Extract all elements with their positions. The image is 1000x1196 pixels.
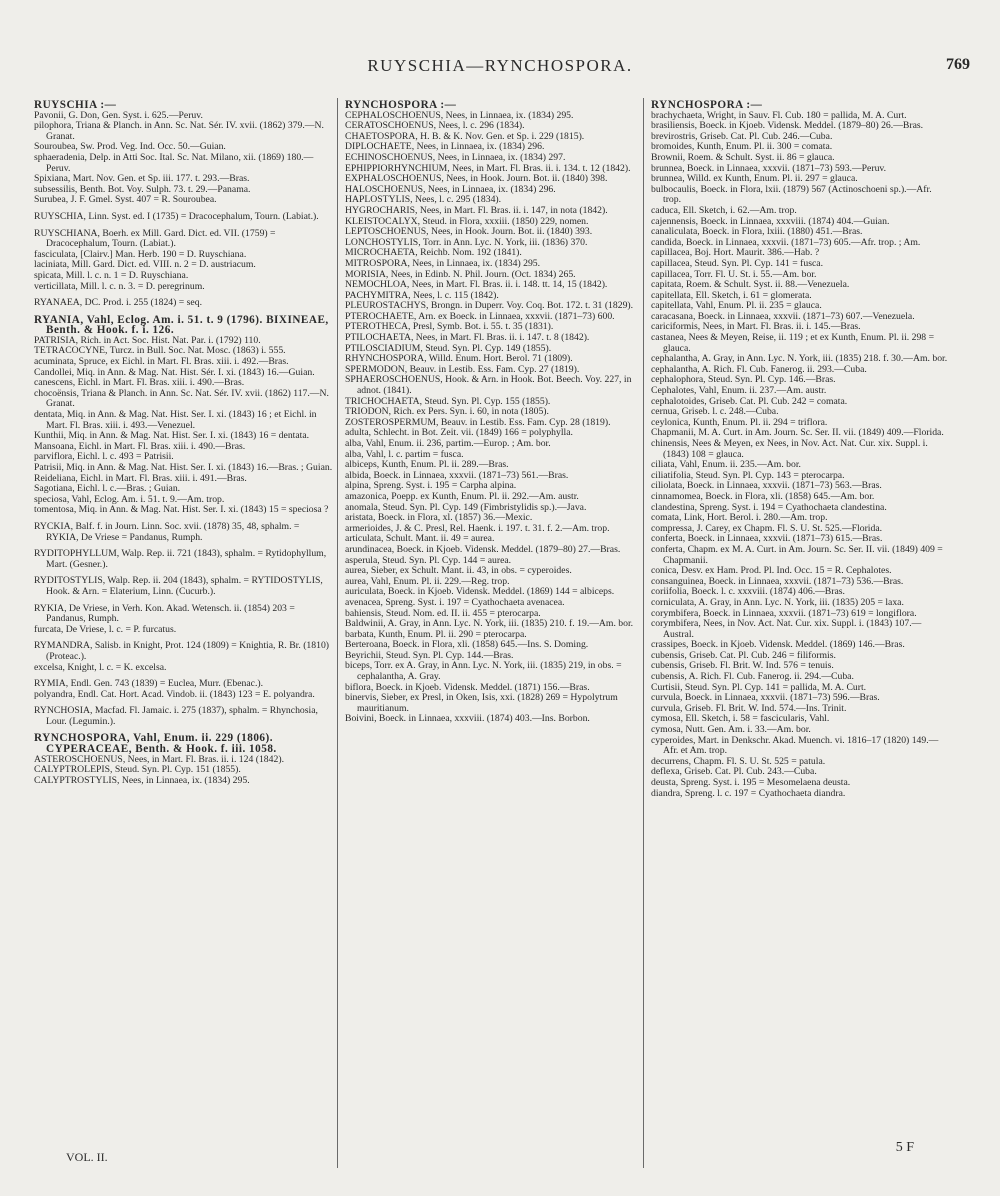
entry-line: capillacea, Steud. Syn. Pl. Cyp. 141 = fusca. [651, 257, 824, 269]
entry-line: diandra, Spreng. l. c. 197 = Cyathochaeta diandra. [651, 787, 846, 799]
entry-line: compressa, J. Carey, ex Chapm. Fl. S. U. St. 525.—Florida. [651, 522, 883, 534]
entry-line: cyperoides, Mart. in Denkschr. Akad. Muench. vi. 1816–17 (1820) 149.—Afr. et Am. trop. [651, 734, 939, 757]
entry-line: caracasana, Boeck. in Linnaea, xxxvii. (1871–73) 607.—Venezuela. [651, 310, 915, 322]
entry-line: PTEROCHAETE, Arn. ex Boeck. in Linnaea, xxxvii. (1871–73) 600. [345, 310, 615, 322]
entry-line: deusta, Spreng. Syst. i. 195 = Mesomelaena deusta. [651, 777, 851, 788]
entry-line: RYANAEA, DC. Prod. i. 255 (1824) = seq. [34, 297, 202, 309]
entry-line: excelsa, Knight, l. c. = K. excelsa. [34, 661, 167, 673]
entry-line: chocoënsis, Triana & Planch. in Ann. Sc. Nat. Sér. IV. xvii. (1862) 117.—N. Granat. [34, 387, 329, 410]
entry-line: chinensis, Nees & Meyen, ex Nees, in Nov. Act. Nat. Cur. xix. Suppl. i. (1843) 108 = glauca. [651, 438, 928, 460]
entry-line: corymbifera, Nees, in Nov. Act. Nat. Cur. xix. Suppl. i. (1843) 107.—Austral. [651, 618, 922, 640]
entry-line: tomentosa, Miq. in Ann. & Mag. Nat. Hist. Ser. I. xi. (1843) 15 = speciosa ? [34, 504, 329, 516]
entry-line: ciliolata, Boeck. in Linnaea, xxxvii. (1871–73) 563.—Bras. [651, 480, 882, 492]
entry-line: cephalophora, Steud. Syn. Pl. Cyp. 146.—Bras. [651, 374, 836, 386]
entry-line: candida, Boeck. in Linnaea, xxxvii. (1871–73) 605.—Afr. trop. ; Am. [651, 236, 921, 248]
entry-line: capillacea, Boj. Hort. Maurit. 386.—Hab. ? [651, 247, 820, 259]
entry-line: capitata, Roem. & Schult. Syst. ii. 88.—Venezuela. [651, 279, 850, 291]
entry-line: HYGROCHARIS, Nees, in Mart. Fl. Bras. ii. i. 147, in nota (1842). [345, 204, 608, 216]
entry-line: Boivini, Boeck. in Linnaea, xxxviii. (1874) 403.—Ins. Borbon. [345, 713, 590, 725]
entry-line: RYCKIA, Balf. f. in Journ. Linn. Soc. xvii. (1878) 35, 48, sphalm. = RYKIA, De Vriese = Pandanus, Rumph. [34, 520, 300, 543]
entry-line: PTILOCHAETA, Nees, in Mart. Fl. Bras. ii. i. 147. t. 8 (1842). [345, 332, 590, 344]
entry-line: conica, Desv. ex Ham. Prod. Pl. Ind. Occ. 15 = R. Cephalotes. [651, 565, 892, 577]
entry-line: corniculata, A. Gray, in Ann. Lyc. N. York, iii. (1835) 205 = laxa. [651, 596, 904, 608]
entry-line: Pavonii, G. Don, Gen. Syst. i. 625.—Peruv. [34, 109, 203, 121]
entry-line: cajennensis, Boeck. in Linnaea, xxxviii. (1874) 404.—Guian. [651, 215, 890, 227]
entry-line: biflora, Boeck. in Kjoeb. Vidensk. Meddel. (1871) 156.—Bras. [345, 681, 590, 693]
entry-line: castanea, Nees & Meyen, Reise, ii. 119 ; et ex Kunth, Enum. Pl. ii. 298 = glauca. [651, 332, 935, 354]
entry-line: caduca, Ell. Sketch, i. 62.—Am. trop. [651, 204, 797, 216]
entry-line: fasciculata, [Clairv.] Man. Herb. 190 = D. Ruyschiana. [34, 248, 247, 260]
entry-line: DIPLOCHAETE, Nees, in Linnaea, ix. (1834) 296. [345, 141, 545, 153]
entry-line: brachychaeta, Wright, in Sauv. Fl. Cub. 180 = pallida, M. A. Curt. [651, 109, 907, 121]
entry-line: Brownii, Roem. & Schult. Syst. ii. 86 = glauca. [651, 151, 835, 163]
entry-line: TETRACOCYNE, Turcz. in Bull. Soc. Nat. Mosc. (1863) i. 555. [34, 345, 286, 357]
entry-line: cymosa, Ell. Sketch, i. 58 = fascicularis, Vahl. [651, 713, 830, 725]
entry-line: NEMOCHLOA, Nees, in Mart. Fl. Bras. ii. i. 148. tt. 14, 15 (1842). [345, 279, 608, 291]
entry-line: capitellata, Vahl, Enum. Pl. ii. 235 = glauca. [651, 300, 822, 312]
entry-line: cephalantha, A. Rich. Fl. Cub. Fanerog. ii. 293.—Cuba. [651, 363, 867, 375]
entry-line: pilophora, Triana & Planch. in Ann. Sc. Nat. Sér. IV. xvii. (1862) 379.—N. Granat. [34, 120, 324, 142]
entry-line: conferta, Chapm. ex M. A. Curt. in Am. Journ. Sc. Ser. II. vii. (1849) 409 = Chapmanii. [651, 543, 943, 566]
entry-line: Baldwinii, A. Gray, in Ann. Lyc. N. York, iii. (1835) 210. f. 19.—Am. bor. [345, 618, 634, 630]
entry-line: amazonica, Poepp. ex Kunth, Enum. Pl. ii. 292.—Am. austr. [345, 490, 579, 502]
entry-line: TRIODON, Rich. ex Pers. Syn. i. 60, in nota (1805). [345, 406, 549, 418]
entry-heading: RYNCHOSPORA, Vahl, Enum. ii. 229 (1806). CYPERACEAE, Benth. & Hook. f. iii. 1058. [34, 732, 277, 756]
entry-line: capillacea, Torr. Fl. U. St. i. 55.—Am. bor. [651, 268, 817, 280]
column-divider [643, 98, 644, 1168]
entry-line: RYMIA, Endl. Gen. 743 (1839) = Euclea, Murr. (Ebenac.). [34, 678, 264, 690]
entry-line: albiceps, Kunth, Enum. Pl. ii. 289.—Bras. [345, 459, 509, 471]
entry-line: clandestina, Spreng. Syst. i. 194 = Cyathochaeta clandestina. [651, 501, 887, 513]
entry-line: SPHAEROSCHOENUS, Hook. & Arn. in Hook. Bot. Beech. Voy. 227, in adnot. (1841). [345, 374, 632, 397]
entry-line: cinnamomea, Boeck. in Flora, xli. (1858) 645.—Am. bor. [651, 490, 875, 502]
entry-line: cephalotoides, Griseb. Cat. Pl. Cub. 242 = comata. [651, 395, 848, 407]
column-2 [345, 100, 645, 1170]
entry-line: arundinacea, Boeck. in Kjoeb. Vidensk. Meddel. (1879–80) 27.—Bras. [345, 543, 621, 555]
entry-heading: RYNCHOSPORA :— [345, 100, 457, 111]
entry-line: Chapmanii, M. A. Curt. in Am. Journ. Sc. Ser. II. vii. (1849) 409.—Florida. [651, 427, 944, 439]
entry-line: avenacea, Spreng. Syst. i. 197 = Cyathochaeta avenacea. [345, 596, 565, 608]
entry-line: armerioides, J. & C. Presl, Rel. Haenk. i. 197. t. 31. f. 2.—Am. trop. [345, 522, 610, 534]
entry-line: alba, Vahl, l. c. partim = fusca. [345, 448, 464, 460]
entry-line: CHAETOSPORA, H. B. & K. Nov. Gen. et Sp. i. 229 (1815). [345, 130, 585, 142]
entry-line: RUYSCHIANA, Boerh. ex Mill. Gard. Dict. ed. VII. (1759) = Dracocephalum, Tourn. (Labiat.). [34, 227, 276, 250]
column-3 [651, 100, 951, 1170]
entry-line: acuminata, Spruce, ex Eichl. in Mart. Fl. Bras. xiii. i. 492.—Bras. [34, 356, 289, 368]
entry-line: biceps, Torr. ex A. Gray, in Ann. Lyc. N. York, iii. (1835) 219, in obs. = cephalantha, A. Gray. [345, 660, 622, 683]
entry-line: Sagotiana, Eichl. l. c.—Bras. ; Guian. [34, 483, 181, 495]
entry-line: Kunthii, Miq. in Ann. & Mag. Nat. Hist. Ser. I. xi. (1843) 16 = dentata. [34, 430, 310, 442]
entry-line: laciniata, Mill. Gard. Dict. ed. VIII. n. 2 = D. austriacum. [34, 259, 256, 271]
entry-line: alpina, Spreng. Syst. i. 195 = Carpha alpina. [345, 480, 517, 492]
entry-line: Curtisii, Steud. Syn. Pl. Cyp. 141 = pallida, M. A. Curt. [651, 681, 867, 693]
entry-line: MORISIA, Nees, in Edinb. N. Phil. Journ. (Oct. 1834) 265. [345, 268, 576, 280]
entry-line: RYDITOPHYLLUM, Walp. Rep. ii. 721 (1843), sphalm. = Rytidophyllum, Mart. (Gesner.). [34, 548, 327, 570]
entry-line: TRICHOCHAETA, Steud. Syn. Pl. Cyp. 155 (1855). [345, 395, 551, 407]
entry-line: albida, Boeck. in Linnaea, xxxvii. (1871–73) 561.—Bras. [345, 469, 569, 481]
entry-line: subsessilis, Benth. Bot. Voy. Sulph. 73. t. 29.—Panama. [34, 183, 251, 195]
entry-line: CERATOSCHOENUS, Nees, l. c. 296 (1834). [345, 120, 525, 132]
entry-line: brunnea, Boeck. in Linnaea, xxxvii. (1871–73) 593.—Peruv. [651, 162, 887, 174]
entry-line: decurrens, Chapm. Fl. S. U. St. 525 = patula. [651, 755, 826, 767]
entry-line: HALOSCHOENUS, Nees, in Linnaea, ix. (1834) 296. [345, 183, 556, 195]
entry-line: PTEROTHECA, Presl, Symb. Bot. i. 55. t. 35 (1831). [345, 321, 554, 333]
entry-line: aristata, Boeck. in Flora, xl. (1857) 36.—Mexic. [345, 512, 533, 524]
entry-line: verticillata, Mill. l. c. n. 3. = D. peregrinum. [34, 280, 205, 292]
entry-line: Souroubea, Sw. Prod. Veg. Ind. Occ. 50.—Guian. [34, 141, 226, 153]
entry-line: canaliculata, Boeck. in Flora, lxiii. (1880) 451.—Bras. [651, 226, 863, 238]
entry-line: conferta, Boeck. in Linnaea, xxxvii. (1871–73) 615.—Bras. [651, 533, 883, 545]
entry-line: comata, Link, Hort. Berol. i. 280.—Am. trop. [651, 512, 828, 524]
entry-line: adulta, Schlecht. in Bot. Zeit. vii. (1849) 166 = polyphylla. [345, 427, 573, 439]
entry-line: PLEUROSTACHYS, Brongn. in Duperr. Voy. Coq. Bot. 172. t. 31 (1829). [345, 300, 634, 312]
entry-line: articulata, Schult. Mant. ii. 49 = aurea. [345, 533, 495, 545]
entry-line: Cephalotes, Vahl, Enum. ii. 237.—Am. austr. [651, 385, 827, 397]
entry-line: corymbifera, Boeck. in Linnaea, xxxvii. (1871–73) 619 = longiflora. [651, 607, 917, 619]
entry-line: canescens, Eichl. in Mart. Fl. Bras. xiii. i. 490.—Bras. [34, 377, 245, 389]
entry-line: Reideliana, Eichl. in Mart. Fl. Bras. xiii. i. 491.—Bras. [34, 472, 247, 484]
entry-heading: RYANIA, Vahl, Eclog. Am. i. 51. t. 9 (1796). BIXINEAE, Benth. & Hook. f. i. 126. [34, 313, 329, 337]
entry-line: ceylonica, Kunth, Enum. Pl. ii. 294 = triflora. [651, 416, 828, 428]
page-number: 769 [946, 56, 970, 73]
entry-line: RHYNCHOSPORA, Willd. Enum. Hort. Berol. 71 (1809). [345, 353, 573, 365]
entry-line: MICROCHAETA, Reichb. Nom. 192 (1841). [345, 247, 522, 259]
entry-line: bahiensis, Steud. Nom. ed. II. ii. 455 = pterocarpa. [345, 607, 541, 619]
entry-line: cariciformis, Nees, in Mart. Fl. Bras. ii. i. 145.—Bras. [651, 321, 861, 333]
entry-line: RYKIA, De Vriese, in Verh. Kon. Akad. Wetensch. ii. (1854) 203 = Pandanus, Rumph. [34, 602, 295, 625]
entry-line: RYDITOSTYLIS, Walp. Rep. ii. 204 (1843), sphalm. = RYTIDOSTYLIS, Hook. & Arn. = Elaterium, Linn. (Cucurb.). [34, 575, 323, 597]
entry-line: HAPLOSTYLIS, Nees, l. c. 295 (1834). [345, 194, 502, 206]
entry-line: ECHINOSCHOENUS, Nees, in Linnaea, ix. (1834) 297. [345, 151, 566, 163]
entry-line: EXPHALOSCHOENUS, Nees, in Hook. Journ. Bot. ii. (1840) 398. [345, 173, 608, 185]
entry-line: Berteroana, Boeck. in Flora, xli. (1858) 645.—Ins. S. Doming. [345, 639, 589, 651]
entry-line: cephalantha, A. Gray, in Ann. Lyc. N. York, iii. (1835) 218. f. 30.—Am. bor. [651, 353, 948, 365]
entry-line: speciosa, Vahl, Eclog. Am. i. 51. t. 9.—Am. trop. [34, 493, 225, 505]
entry-line: brunnea, Willd. ex Kunth, Enum. Pl. ii. 297 = glauca. [651, 173, 858, 185]
entry-line: Spixiana, Mart. Nov. Gen. et Sp. iii. 177. t. 293.—Bras. [34, 173, 250, 185]
entry-line: LONCHOSTYLIS, Torr. in Ann. Lyc. N. York, iii. (1836) 370. [345, 236, 588, 248]
entry-line: PATRISIA, Rich. in Act. Soc. Hist. Nat. Par. i. (1792) 110. [34, 334, 261, 346]
entry-line: consanguinea, Boeck. in Linnaea, xxxvii. (1871–73) 536.—Bras. [651, 575, 904, 587]
entry-line: Beyrichii, Steud. Syn. Pl. Cyp. 144.—Bras. [345, 649, 514, 661]
entry-line: deflexa, Griseb. Cat. Pl. Cub. 243.—Cuba. [651, 766, 817, 778]
entry-line: aurea, Sieber, ex Schult. Mant. ii. 43, in obs. = cyperoides. [345, 565, 572, 577]
entry-line: alba, Vahl, Enum. ii. 236, partim.—Europ. ; Am. bor. [345, 438, 551, 449]
entry-line: cubensis, Griseb. Cat. Pl. Cub. 246 = filiformis. [651, 649, 836, 661]
entry-line: ciliata, Vahl, Enum. ii. 235.—Am. bor. [651, 459, 801, 471]
entry-line: parviflora, Eichl. l. c. 493 = Patrisii. [34, 451, 174, 463]
entry-line: RYMANDRA, Salisb. in Knight, Prot. 124 (1809) = Knightia, R. Br. (1810) (Proteac.). [34, 640, 330, 662]
entry-line: curvula, Griseb. Fl. Brit. W. Ind. 574.—Ins. Trinit. [651, 702, 847, 714]
entry-line: polyandra, Endl. Cat. Hort. Acad. Vindob. ii. (1843) 123 = E. polyandra. [34, 688, 315, 700]
entry-line: anomala, Steud. Syn. Pl. Cyp. 149 (Fimbristylidis sp.).—Java. [345, 501, 587, 513]
entry-line: asperula, Steud. Syn. Pl. Cyp. 144 = aurea. [345, 554, 512, 566]
entry-line: PACHYMITRA, Nees, l. c. 115 (1842). [345, 289, 499, 301]
entry-heading: RYNCHOSPORA :— [651, 100, 763, 111]
entry-line: EPHIPPIORHYNCHIUM, Nees, in Mart. Fl. Bras. ii. i. 134. t. 12 (1842). [345, 162, 631, 174]
entry-line: capitellata, Ell. Sketch, i. 61 = glomerata. [651, 289, 812, 301]
entry-line: brasiliensis, Boeck. in Kjoeb. Vidensk. Meddel. (1879–80) 26.—Bras. [651, 120, 924, 132]
entry-line: Mansoana, Eichl. in Mart. Fl. Bras. xiii. i. 490.—Bras. [34, 440, 246, 452]
entry-line: ciliatifolia, Steud. Syn. Pl. Cyp. 143 = pterocarpa. [651, 469, 845, 481]
entry-line: LEPTOSCHOENUS, Nees, in Hook. Journ. Bot. ii. (1840) 393. [345, 226, 593, 238]
entry-line: CALYPTROLEPIS, Steud. Syn. Pl. Cyp. 151 (1855). [34, 764, 241, 776]
entry-line: cymosa, Nutt. Gen. Am. i. 33.—Am. bor. [651, 724, 811, 736]
entry-line: bulbocaulis, Boeck. in Flora, lxii. (1879) 567 (Actinoschoeni sp.).—Afr. trop. [651, 183, 932, 206]
entry-line: MITROSPORA, Nees, in Linnaea, ix. (1834) 295. [345, 257, 541, 269]
entry-line: Candollei, Miq. in Ann. & Mag. Nat. Hist. Sér. I. xi. (1843) 16.—Guian. [34, 366, 315, 378]
volume-label: VOL. II. [66, 1150, 108, 1164]
entry-line: coriifolia, Boeck. l. c. xxxviii. (1874) 406.—Bras. [651, 586, 845, 598]
entry-line: auriculata, Boeck. in Kjoeb. Vidensk. Meddel. (1869) 144 = albiceps. [345, 586, 615, 598]
entry-line: dentata, Miq. in Ann. & Mag. Nat. Hist. Ser. I. xi. (1843) 16 ; et Eichl. in Mart. Fl. Bras. xiii. i. 493.—Venezuel. [34, 409, 317, 431]
entry-line: PTILOSCIADIUM, Steud. Syn. Pl. Cyp. 149 (1855). [345, 342, 552, 354]
entry-line: aurea, Vahl, Enum. Pl. ii. 229.—Reg. trop. [345, 575, 510, 587]
entry-line: RYNCHOSIA, Macfad. Fl. Jamaic. i. 275 (1837), sphalm. = Rhynchosia, Lour. (Legumin.). [34, 705, 318, 727]
entry-line: CALYPTROSTYLIS, Nees, in Linnaea, ix. (1834) 295. [34, 774, 250, 786]
signature-mark: 5 F [895, 1140, 914, 1155]
entry-line: bromoides, Kunth, Enum. Pl. ii. 300 = comata. [651, 141, 833, 153]
entry-line: crassipes, Boeck. in Kjoeb. Vidensk. Meddel. (1869) 146.—Bras. [651, 639, 905, 651]
entry-line: RUYSCHIA, Linn. Syst. ed. I (1735) = Dracocephalum, Tourn. (Labiat.). [34, 210, 319, 222]
entry-heading: RUYSCHIA :— [34, 100, 117, 111]
entry-line: cernua, Griseb. l. c. 248.—Cuba. [651, 406, 779, 418]
entry-line: brevirostris, Griseb. Cat. Pl. Cub. 246.—Cuba. [651, 130, 833, 142]
entry-line: sphaeradenia, Delp. in Atti Soc. Ital. Sc. Nat. Milano, xii. (1869) 180.—Peruv. [34, 151, 314, 174]
entry-line: CEPHALOSCHOENUS, Nees, in Linnaea, ix. (1834) 295. [345, 109, 574, 121]
entry-line: barbata, Kunth, Enum. Pl. ii. 290 = pterocarpa. [345, 628, 527, 640]
entry-line: ASTEROSCHOENUS, Nees, in Mart. Fl. Bras. ii. i. 124 (1842). [34, 753, 284, 765]
entry-line: Surubea, J. F. Gmel. Syst. 407 = R. Souroubea. [34, 194, 217, 206]
entry-line: curvula, Boeck. in Linnaea, xxxvii. (1871–73) 596.—Bras. [651, 692, 880, 704]
entry-line: SPERMODON, Beauv. in Lestib. Ess. Fam. Cyp. 27 (1819). [345, 363, 580, 375]
entry-line: binervis, Sieber, ex Presl, in Oken, Isis, xxi. (1828) 269 = Hypolytrum mauritianum. [345, 692, 618, 714]
entry-line: KLEISTOCALYX, Steud. in Flora, xxxiii. (1850) 229, nomen. [345, 215, 589, 227]
column-1 [34, 100, 334, 1170]
column-divider [337, 98, 338, 1168]
entry-line: cubensis, Griseb. Fl. Brit. W. Ind. 576 = tenuis. [651, 660, 834, 672]
running-head: RUYSCHIA—RYNCHOSPORA. [367, 56, 633, 75]
entry-line: ZOSTEROSPERMUM, Beauv. in Lestib. Ess. Fam. Cyp. 28 (1819). [345, 416, 611, 428]
entry-line: furcata, De Vriese, l. c. = P. furcatus. [34, 623, 177, 635]
entry-line: cubensis, A. Rich. Fl. Cub. Fanerog. ii. 294.—Cuba. [651, 671, 854, 683]
entry-line: Patrisii, Miq. in Ann. & Mag. Nat. Hist. Ser. I. xi. (1843) 16.—Bras. ; Guian. [34, 462, 333, 473]
entry-line: spicata, Mill. l. c. n. 1 = D. Ruyschiana. [34, 269, 189, 281]
